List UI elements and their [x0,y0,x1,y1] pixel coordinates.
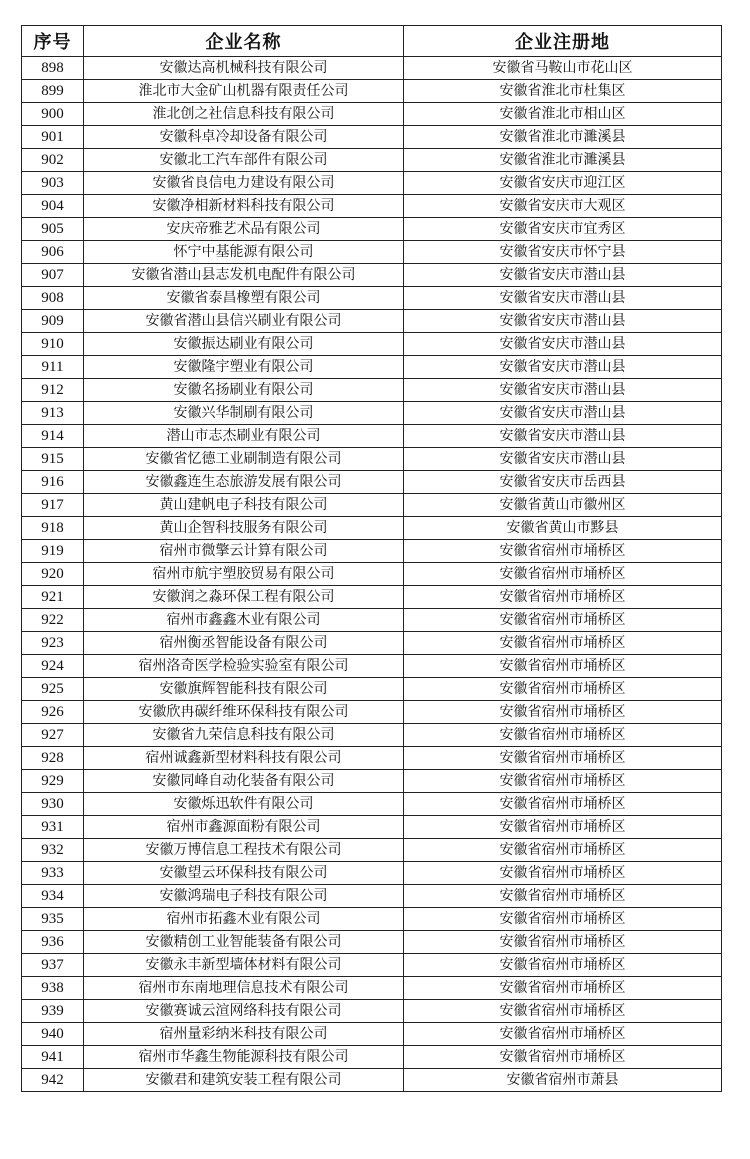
enterprise-name-cell: 宿州洛奇医学检验实验室有限公司 [84,655,404,678]
enterprise-table [21,25,722,1092]
table-row [22,379,722,402]
registration-place-cell: 安徽省宿州市埇桥区 [404,977,722,1000]
registration-place-cell: 安徽省宿州市埇桥区 [404,678,722,701]
enterprise-name-cell: 安徽赛诚云渲网络科技有限公司 [84,1000,404,1023]
serial-number-cell: 911 [22,356,84,379]
serial-number-cell: 932 [22,839,84,862]
enterprise-name-cell: 安徽省忆德工业刷制造有限公司 [84,448,404,471]
registration-place-cell: 安徽省安庆市迎江区 [404,172,722,195]
serial-number-cell: 902 [22,149,84,172]
enterprise-name-cell: 安徽鑫连生态旅游发展有限公司 [84,471,404,494]
registration-place-cell: 安徽省宿州市埇桥区 [404,1000,722,1023]
registration-place-cell: 安徽省宿州市埇桥区 [404,770,722,793]
registration-place-cell: 安徽省宿州市埇桥区 [404,655,722,678]
enterprise-name-cell: 安徽兴华制刷有限公司 [84,402,404,425]
serial-number-cell: 917 [22,494,84,517]
table-row [22,126,722,149]
serial-number-cell: 940 [22,1023,84,1046]
registration-place-cell: 安徽省宿州市埇桥区 [404,563,722,586]
enterprise-name-cell: 安徽科卓冷却设备有限公司 [84,126,404,149]
table-row [22,977,722,1000]
serial-number-cell: 936 [22,931,84,954]
enterprise-name-cell: 宿州市鑫源面粉有限公司 [84,816,404,839]
registration-place-cell: 安徽省安庆市潜山县 [404,310,722,333]
registration-place-cell: 安徽省安庆市宜秀区 [404,218,722,241]
enterprise-name-cell: 安徽隆宇塑业有限公司 [84,356,404,379]
enterprise-name-cell: 怀宁中基能源有限公司 [84,241,404,264]
registration-place-cell: 安徽省宿州市埇桥区 [404,954,722,977]
registration-place-cell: 安徽省黄山市徽州区 [404,494,722,517]
table-row [22,494,722,517]
serial-number-cell: 935 [22,908,84,931]
registration-place-cell: 安徽省宿州市埇桥区 [404,701,722,724]
enterprise-name-cell: 安徽鸿瑞电子科技有限公司 [84,885,404,908]
table-row [22,241,722,264]
registration-place-cell: 安徽省宿州市埇桥区 [404,1023,722,1046]
serial-number-cell: 929 [22,770,84,793]
registration-place-cell: 安徽省宿州市埇桥区 [404,724,722,747]
table-row [22,931,722,954]
enterprise-name-cell: 安徽省泰昌橡塑有限公司 [84,287,404,310]
serial-number-cell: 922 [22,609,84,632]
serial-number-cell: 908 [22,287,84,310]
table-header-row [22,26,722,57]
serial-number-cell: 923 [22,632,84,655]
table-row [22,448,722,471]
table-row [22,954,722,977]
registration-place-cell: 安徽省安庆市潜山县 [404,379,722,402]
enterprise-name-cell: 宿州市东南地理信息技术有限公司 [84,977,404,1000]
enterprise-name-cell: 宿州市微擎云计算有限公司 [84,540,404,563]
enterprise-name-cell: 安徽永丰新型墙体材料有限公司 [84,954,404,977]
enterprise-name-cell: 宿州市拓鑫木业有限公司 [84,908,404,931]
registration-place-cell: 安徽省安庆市潜山县 [404,448,722,471]
enterprise-name-cell: 黄山企智科技服务有限公司 [84,517,404,540]
serial-number-cell: 916 [22,471,84,494]
serial-number-cell: 913 [22,402,84,425]
enterprise-list-sheet [21,25,721,1092]
enterprise-name-cell: 安徽达高机械科技有限公司 [84,57,404,80]
table-row [22,770,722,793]
serial-number-cell: 927 [22,724,84,747]
table-row [22,149,722,172]
registration-place-cell: 安徽省宿州市埇桥区 [404,931,722,954]
enterprise-name-cell: 安徽欣冉碳纤维环保科技有限公司 [84,701,404,724]
table-row [22,1046,722,1069]
enterprise-name-cell: 安徽旗辉智能科技有限公司 [84,678,404,701]
enterprise-name-cell: 宿州市华鑫生物能源科技有限公司 [84,1046,404,1069]
serial-number-cell: 933 [22,862,84,885]
registration-place-cell: 安徽省宿州市埇桥区 [404,839,722,862]
table-row [22,609,722,632]
serial-number-cell: 905 [22,218,84,241]
table-row [22,57,722,80]
header-registration-place: 企业注册地 [404,26,722,57]
registration-place-cell: 安徽省黄山市黟县 [404,517,722,540]
registration-place-cell: 安徽省安庆市潜山县 [404,356,722,379]
registration-place-cell: 安徽省宿州市埇桥区 [404,862,722,885]
registration-place-cell: 安徽省宿州市埇桥区 [404,540,722,563]
enterprise-name-cell: 安徽北工汽车部件有限公司 [84,149,404,172]
serial-number-cell: 934 [22,885,84,908]
serial-number-cell: 921 [22,586,84,609]
registration-place-cell: 安徽省宿州市埇桥区 [404,1046,722,1069]
enterprise-name-cell: 安徽净相新材料科技有限公司 [84,195,404,218]
enterprise-name-cell: 安徽名扬刷业有限公司 [84,379,404,402]
table-row [22,218,722,241]
enterprise-name-cell: 安徽润之淼环保工程有限公司 [84,586,404,609]
registration-place-cell: 安徽省淮北市杜集区 [404,80,722,103]
table-row [22,103,722,126]
serial-number-cell: 941 [22,1046,84,1069]
enterprise-name-cell: 安徽君和建筑安装工程有限公司 [84,1069,404,1092]
table-row [22,195,722,218]
table-row [22,885,722,908]
registration-place-cell: 安徽省宿州市埇桥区 [404,908,722,931]
enterprise-name-cell: 安徽省潜山县信兴刷业有限公司 [84,310,404,333]
table-row [22,1023,722,1046]
table-row [22,1000,722,1023]
enterprise-name-cell: 安徽振达刷业有限公司 [84,333,404,356]
registration-place-cell: 安徽省安庆市潜山县 [404,333,722,356]
enterprise-name-cell: 安徽省良信电力建设有限公司 [84,172,404,195]
serial-number-cell: 900 [22,103,84,126]
serial-number-cell: 918 [22,517,84,540]
serial-number-cell: 899 [22,80,84,103]
serial-number-cell: 924 [22,655,84,678]
table-row [22,310,722,333]
registration-place-cell: 安徽省安庆市潜山县 [404,402,722,425]
registration-place-cell: 安徽省安庆市怀宁县 [404,241,722,264]
registration-place-cell: 安徽省安庆市岳西县 [404,471,722,494]
serial-number-cell: 926 [22,701,84,724]
table-row [22,471,722,494]
table-row [22,80,722,103]
table-row [22,425,722,448]
serial-number-cell: 920 [22,563,84,586]
table-row [22,655,722,678]
registration-place-cell: 安徽省宿州市埇桥区 [404,816,722,839]
registration-place-cell: 安徽省宿州市埇桥区 [404,747,722,770]
registration-place-cell: 安徽省宿州市埇桥区 [404,885,722,908]
table-row [22,632,722,655]
enterprise-name-cell: 安徽烁迅软件有限公司 [84,793,404,816]
serial-number-cell: 904 [22,195,84,218]
registration-place-cell: 安徽省淮北市濉溪县 [404,126,722,149]
table-row [22,678,722,701]
registration-place-cell: 安徽省宿州市埇桥区 [404,793,722,816]
registration-place-cell: 安徽省宿州市埇桥区 [404,632,722,655]
enterprise-name-cell: 安徽望云环保科技有限公司 [84,862,404,885]
table-row [22,287,722,310]
registration-place-cell: 安徽省宿州市埇桥区 [404,609,722,632]
serial-number-cell: 942 [22,1069,84,1092]
table-row [22,517,722,540]
enterprise-name-cell: 宿州量彩纳米科技有限公司 [84,1023,404,1046]
registration-place-cell: 安徽省安庆市大观区 [404,195,722,218]
serial-number-cell: 915 [22,448,84,471]
header-serial-number: 序号 [22,26,84,57]
serial-number-cell: 914 [22,425,84,448]
registration-place-cell: 安徽省淮北市相山区 [404,103,722,126]
serial-number-cell: 937 [22,954,84,977]
enterprise-name-cell: 黄山建帆电子科技有限公司 [84,494,404,517]
table-body [22,57,722,1092]
table-row [22,793,722,816]
enterprise-name-cell: 安徽省潜山县志发机电配件有限公司 [84,264,404,287]
registration-place-cell: 安徽省宿州市萧县 [404,1069,722,1092]
table-row [22,701,722,724]
enterprise-name-cell: 安徽省九荣信息科技有限公司 [84,724,404,747]
serial-number-cell: 938 [22,977,84,1000]
table-row [22,816,722,839]
registration-place-cell: 安徽省安庆市潜山县 [404,425,722,448]
enterprise-name-cell: 宿州诚鑫新型材料科技有限公司 [84,747,404,770]
table-row [22,402,722,425]
enterprise-name-cell: 安徽精创工业智能装备有限公司 [84,931,404,954]
serial-number-cell: 909 [22,310,84,333]
enterprise-name-cell: 安庆帝雅艺术品有限公司 [84,218,404,241]
table-row [22,264,722,287]
table-row [22,172,722,195]
table-row [22,747,722,770]
table-row [22,563,722,586]
registration-place-cell: 安徽省马鞍山市花山区 [404,57,722,80]
serial-number-cell: 910 [22,333,84,356]
serial-number-cell: 939 [22,1000,84,1023]
table-row [22,356,722,379]
table-row [22,908,722,931]
serial-number-cell: 901 [22,126,84,149]
serial-number-cell: 919 [22,540,84,563]
enterprise-name-cell: 潜山市志杰刷业有限公司 [84,425,404,448]
enterprise-name-cell: 安徽万博信息工程技术有限公司 [84,839,404,862]
serial-number-cell: 912 [22,379,84,402]
enterprise-name-cell: 宿州市鑫鑫木业有限公司 [84,609,404,632]
registration-place-cell: 安徽省淮北市濉溪县 [404,149,722,172]
serial-number-cell: 907 [22,264,84,287]
header-enterprise-name: 企业名称 [84,26,404,57]
table-row [22,586,722,609]
table-row [22,724,722,747]
registration-place-cell: 安徽省安庆市潜山县 [404,264,722,287]
table-row [22,839,722,862]
table-row [22,862,722,885]
serial-number-cell: 928 [22,747,84,770]
serial-number-cell: 906 [22,241,84,264]
table-row [22,1069,722,1092]
serial-number-cell: 930 [22,793,84,816]
registration-place-cell: 安徽省宿州市埇桥区 [404,586,722,609]
enterprise-name-cell: 宿州市航宇塑胶贸易有限公司 [84,563,404,586]
serial-number-cell: 931 [22,816,84,839]
registration-place-cell: 安徽省安庆市潜山县 [404,287,722,310]
serial-number-cell: 925 [22,678,84,701]
enterprise-name-cell: 宿州衡丞智能设备有限公司 [84,632,404,655]
table-row [22,333,722,356]
serial-number-cell: 898 [22,57,84,80]
table-row [22,540,722,563]
enterprise-name-cell: 淮北创之社信息科技有限公司 [84,103,404,126]
enterprise-name-cell: 淮北市大金矿山机器有限责任公司 [84,80,404,103]
enterprise-name-cell: 安徽同峰自动化装备有限公司 [84,770,404,793]
serial-number-cell: 903 [22,172,84,195]
